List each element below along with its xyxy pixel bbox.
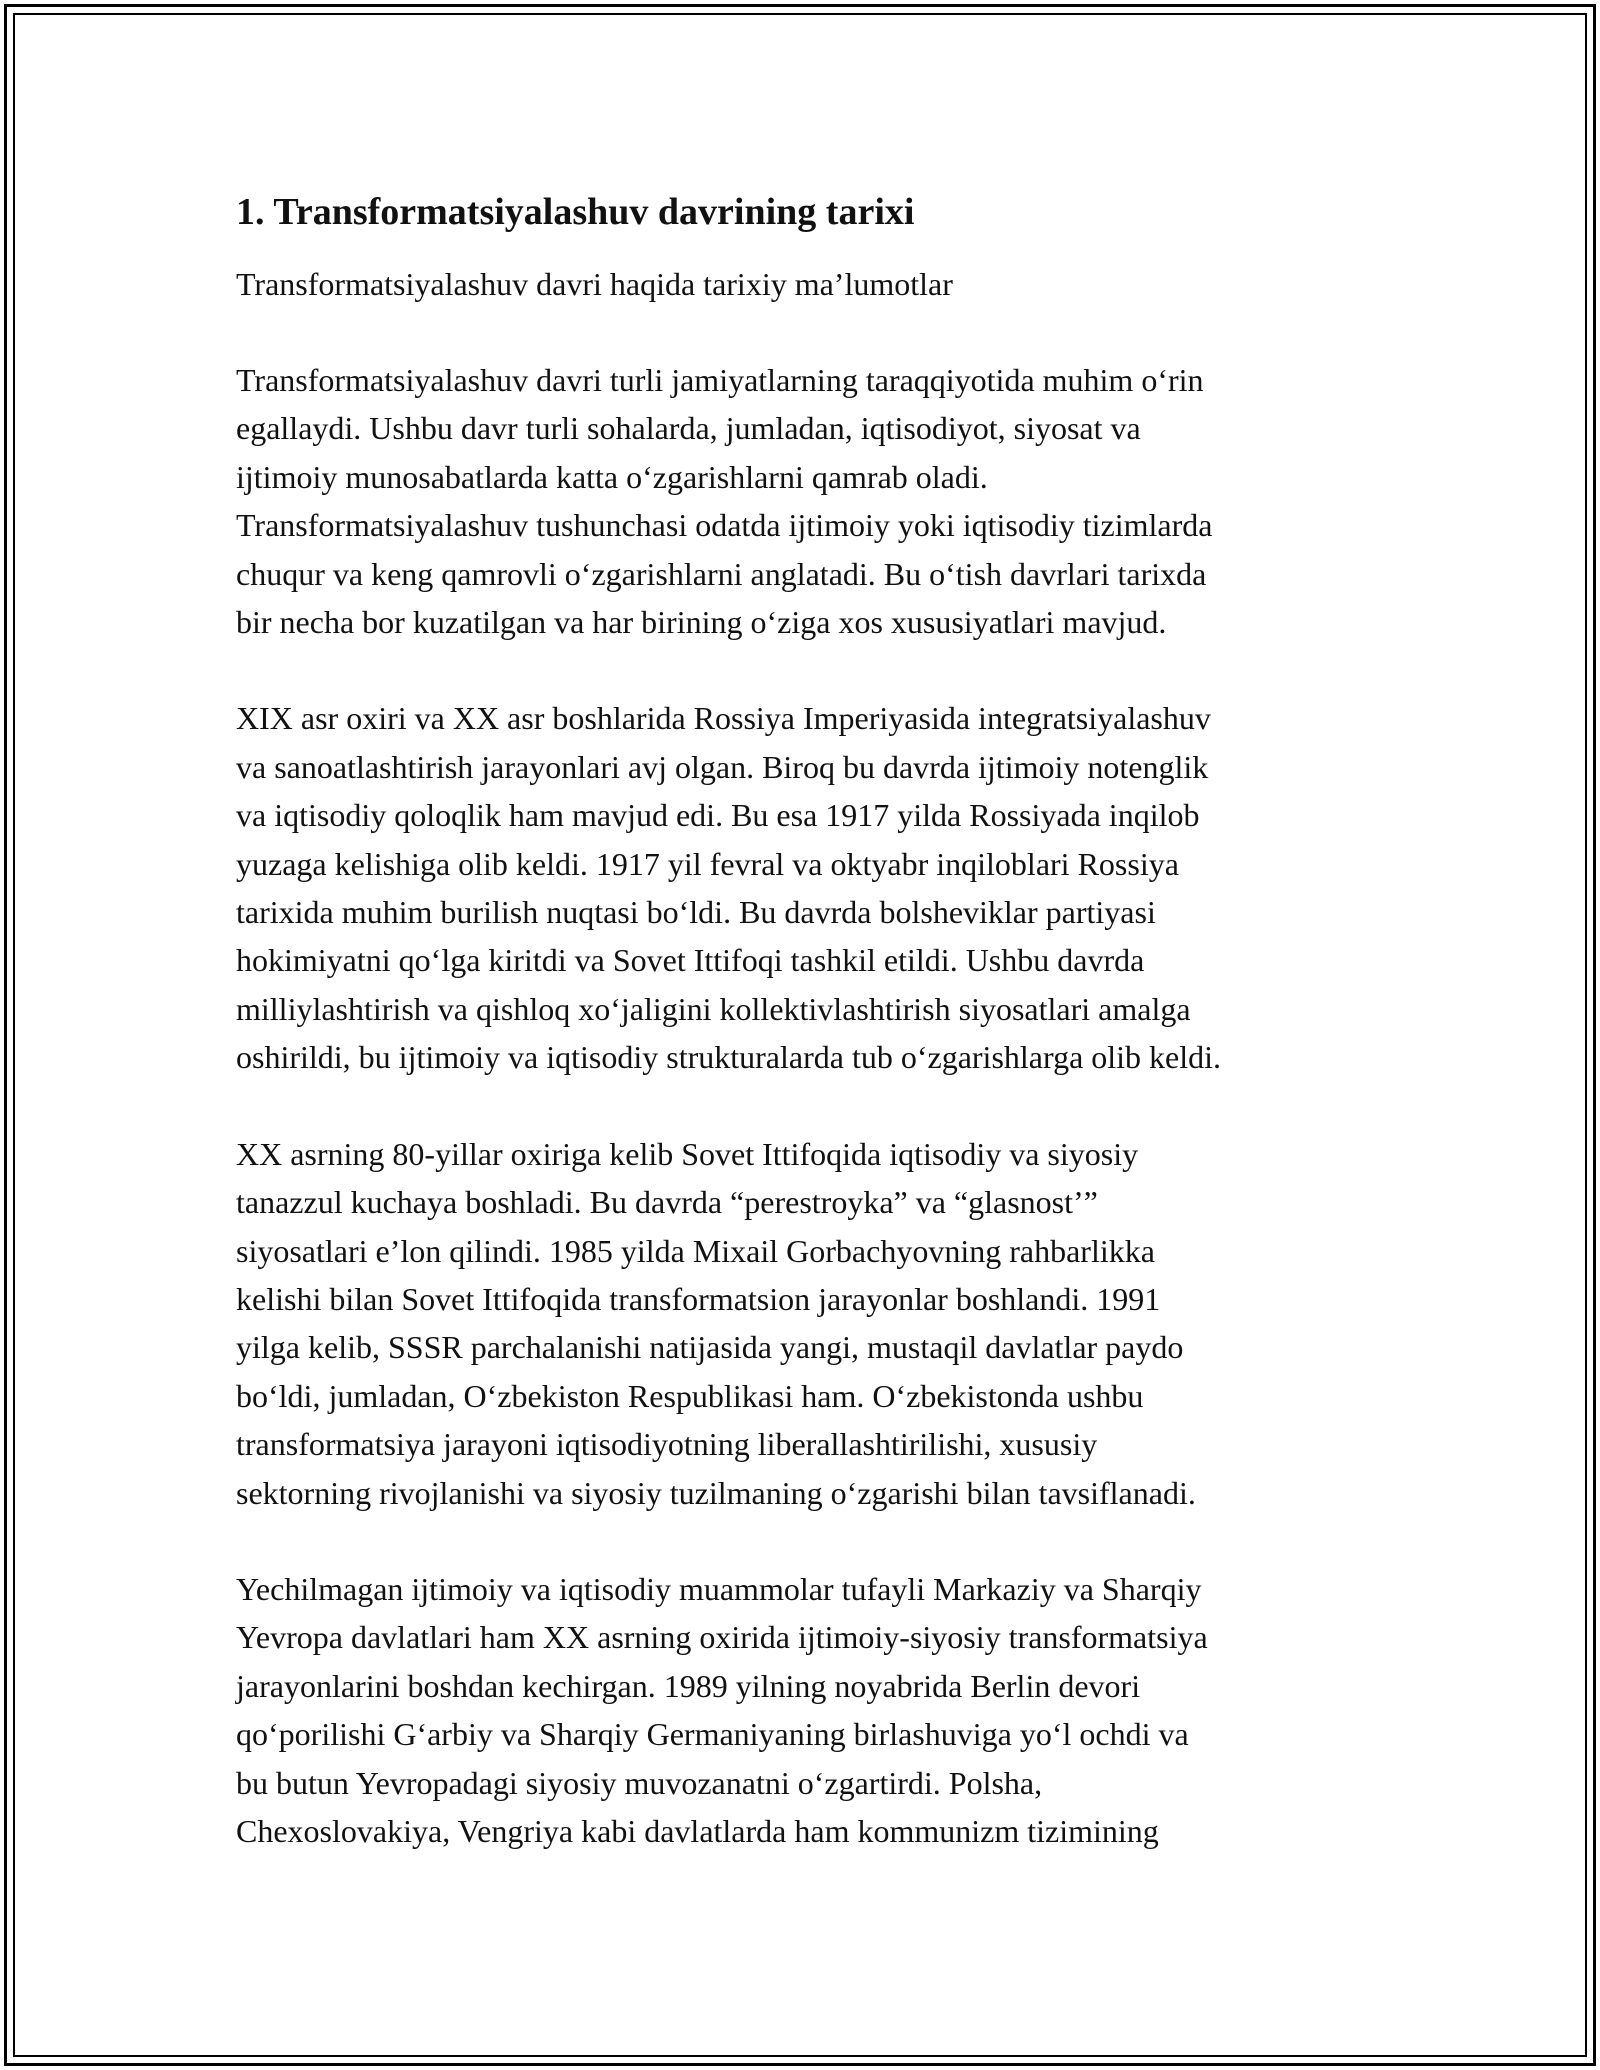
paragraph-4: Yechilmagan ijtimoiy va iqtisodiy muammolar tufayli Markaziy va Sharqiy Yevropa davlatlari ham XX asrning oxirida ijtimoiy-siyosiy transformatsiya jarayonlarini boshdan kechirgan. 1989 yilning noyabrida Berlin devori qoʻporilishi Gʻarbiy va Sharqiy Germaniyaning birlashuviga yoʻl ochdi va bu butun Yevropadagi siyosiy muvozanatni oʻzgartirdi. Polsha, Chexoslovakiya, Vengriya kabi davlatlarda ham kommunizm tizimining: [236, 1570, 1208, 1849]
paragraph-3: XX asrning 80-yillar oxiriga kelib Sovet Ittifoqida iqtisodiy va siyosiy tanazzul kuchaya boshladi. Bu davrda “perestroyka” va “glasnost’” siyosatlari e’lon qilindi. 1985 yilda Mixail Gorbachyovning rahbarlikka kelishi bilan Sovet Ittifoqida transformatsion jarayonlar boshlandi. 1991 yilga kelib, SSSR parchalanishi natijasida yangi, mustaqil davlatlar paydo boʻldi, jumladan, Oʻzbekiston Respublikasi ham. Oʻzbekistonda ushbu transformatsiya jarayoni iqtisodiyotning liberallashtirilishi, xususiy sektorning rivojlanishi va siyosiy tuzilmaning oʻzgarishi bilan tavsiflanadi.: [236, 1135, 1196, 1511]
section-subtitle: Transformatsiyalashuv davri haqida tarixiy maʼlumotlar: [236, 266, 953, 302]
section-heading: 1. Transformatsiyalashuv davrining tarixi: [236, 191, 915, 233]
paragraph-2: XIX asr oxiri va XX asr boshlarida Rossiya Imperiyasida integratsiyalashuv va sanoatlashtirish jarayonlari avj olgan. Biroq bu davrda ijtimoiy notenglik va iqtisodiy qoloqlik ham mavjud edi. Bu esa 1917 yilda Rossiyada inqilob yuzaga kelishiga olib keldi. 1917 yil fevral va oktyabr inqiloblari Rossiya tarixida muhim burilish nuqtasi boʻldi. Bu davrda bolsheviklar partiyasi hokimiyatni qoʻlga kiritdi va Sovet Ittifoqi tashkil etildi. Ushbu davrda milliylashtirish va qishloq xoʻjaligini kollektivlashtirish siyosatlari amalga oshirildi, bu ijtimoiy va iqtisodiy strukturalarda tub oʻzgarishlarga olib keldi.: [236, 700, 1222, 1076]
document-body: [236, 186, 1396, 1855]
paragraph-1: Transformatsiyalashuv davri turli jamiyatlarning taraqqiyotida muhim oʻrin egallaydi. Ushbu davr turli sohalarda, jumladan, iqtisodiyot, siyosat va ijtimoiy munosabatlarda katta oʻzgarishlarni qamrab oladi. Transformatsiyalashuv tushunchasi odatda ijtimoiy yoki iqtisodiy tizimlarda chuqur va keng qamrovli oʻzgarishlarni anglatadi. Bu oʻtish davrlari tarixda bir necha bor kuzatilgan va har birining oʻziga xos xususiyatlari mavjud.: [236, 362, 1213, 641]
